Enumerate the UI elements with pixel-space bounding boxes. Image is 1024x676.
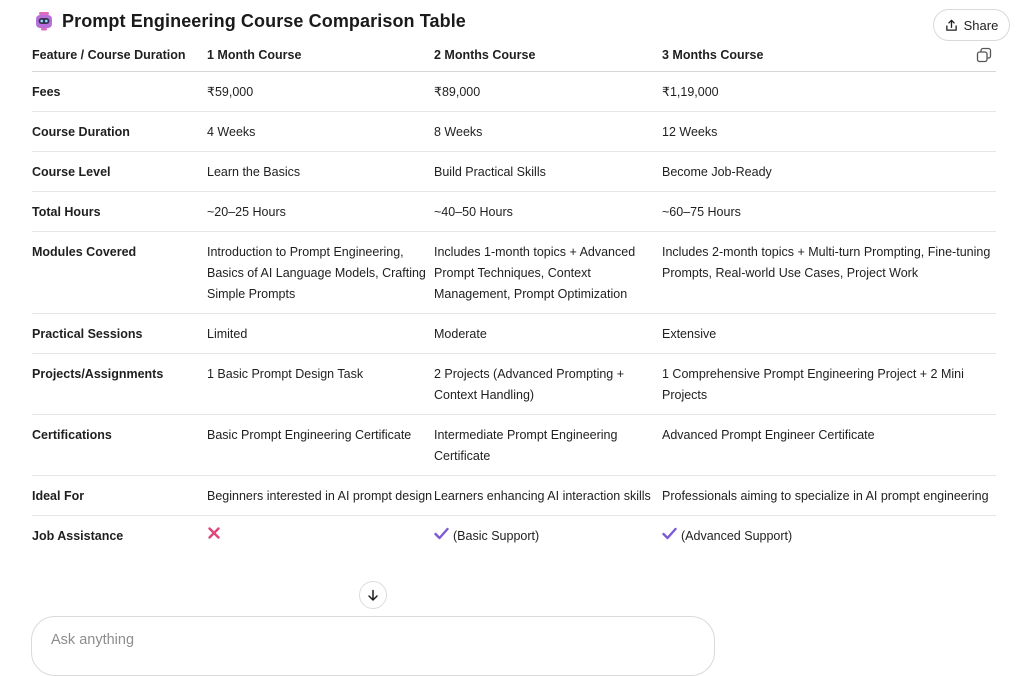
table-row (32, 476, 996, 516)
prompt-input[interactable] (49, 631, 653, 649)
composer (31, 616, 715, 676)
feature-cell: Total Hours (32, 192, 207, 232)
cell-2-months: Includes 1-month topics + Advanced Prompt Techniques, Context Management, Prompt Optimization (434, 232, 662, 314)
cell-3-months: Extensive (662, 314, 996, 354)
cell-1-month: 4 Weeks (207, 112, 434, 152)
cell-2-months: ₹89,000 (434, 72, 662, 112)
title-bar (34, 8, 466, 34)
page-title: Prompt Engineering Course Comparison Table (62, 10, 466, 31)
cell-2-months: 2 Projects (Advanced Prompting + Context Handling) (434, 354, 662, 415)
cell-1-month: Learn the Basics (207, 152, 434, 192)
robot-icon (34, 11, 54, 31)
job-assistance-label: (Advanced Support) (681, 529, 793, 543)
table-row (32, 354, 996, 415)
cell-1-month: Beginners interested in AI prompt design (207, 476, 434, 516)
feature-cell: Fees (32, 72, 207, 112)
arrow-down-icon (367, 589, 379, 602)
table-header-row (32, 42, 996, 72)
share-button[interactable] (933, 9, 1010, 41)
share-label: Share (963, 17, 999, 33)
cell-3-months: ₹1,19,000 (662, 72, 996, 112)
feature-cell: Certifications (32, 415, 207, 476)
job-assistance-label: (Basic Support) (453, 529, 540, 543)
cell-2-months: 8 Weeks (434, 112, 662, 152)
cell-3-months: ~60–75 Hours (662, 192, 996, 232)
cell-1-month: Limited (207, 314, 434, 354)
cell-3-months: Become Job-Ready (662, 152, 996, 192)
scroll-down-button[interactable] (359, 581, 387, 609)
check-icon (434, 526, 449, 547)
cross-icon (207, 526, 221, 547)
cell-1-month: ₹59,000 (207, 72, 434, 112)
table-row (32, 152, 996, 192)
table-row (32, 72, 996, 112)
cell-2-months: Intermediate Prompt Engineering Certificate (434, 415, 662, 476)
cell-1-month: Basic Prompt Engineering Certificate (207, 415, 434, 476)
share-icon (945, 19, 958, 32)
feature-cell: Course Duration (32, 112, 207, 152)
feature-cell: Ideal For (32, 476, 207, 516)
cell-2-months: Moderate (434, 314, 662, 354)
column-header: Feature / Course Duration (32, 42, 207, 72)
feature-cell: Job Assistance (32, 529, 124, 543)
column-header: 2 Months Course (434, 42, 662, 72)
cell-3-months: Advanced Prompt Engineer Certificate (662, 415, 996, 476)
cell-3-months: Professionals aiming to specialize in AI prompt engineering (662, 476, 996, 516)
cell-2-months: Build Practical Skills (434, 152, 662, 192)
feature-cell: Modules Covered (32, 232, 207, 314)
cell-1-month: 1 Basic Prompt Design Task (207, 354, 434, 415)
table-row (32, 516, 996, 556)
cell-3-months: 12 Weeks (662, 112, 996, 152)
table-row (32, 112, 996, 152)
comparison-table (32, 42, 996, 555)
cell-3-months: 1 Comprehensive Prompt Engineering Project + 2 Mini Projects (662, 354, 996, 415)
column-header: 3 Months Course (662, 42, 996, 72)
column-header: 1 Month Course (207, 42, 434, 72)
cell-2-months: Learners enhancing AI interaction skills (434, 476, 662, 516)
table-row (32, 232, 996, 314)
cell-1-month: ~20–25 Hours (207, 192, 434, 232)
cell-3-months: Includes 2-month topics + Multi-turn Prompting, Fine-tuning Prompts, Real-world Use Cases, Project Work (662, 232, 996, 314)
cell-3-months (662, 516, 996, 556)
check-icon (662, 526, 677, 547)
cell-2-months: ~40–50 Hours (434, 192, 662, 232)
feature-cell: Projects/Assignments (32, 354, 207, 415)
cell-1-month: Introduction to Prompt Engineering, Basics of AI Language Models, Crafting Simple Prompts (207, 232, 434, 314)
table-row (32, 314, 996, 354)
cell-2-months (434, 516, 662, 556)
table-row (32, 415, 996, 476)
feature-cell: Course Level (32, 152, 207, 192)
feature-cell: Practical Sessions (32, 314, 207, 354)
table-row (32, 192, 996, 232)
cell-1-month (207, 516, 434, 556)
